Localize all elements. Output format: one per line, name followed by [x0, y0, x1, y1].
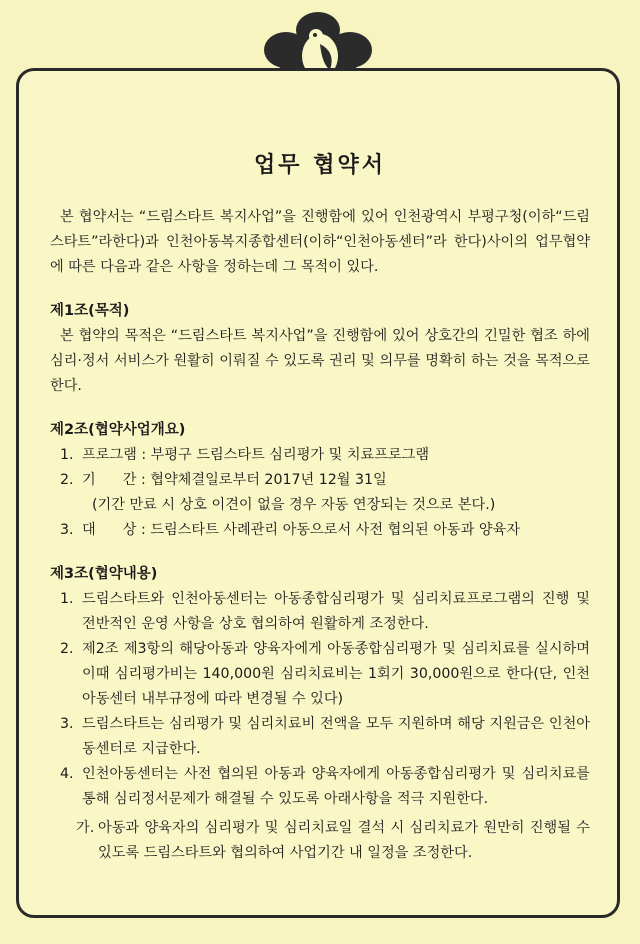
list-item: 3. 드림스타트는 심리평가 및 심리치료비 전액을 모두 지원하며 해당 지원금은 인천아동센터로 지급한다. — [60, 716, 590, 757]
list-item: 1. 프로그램 : 부평구 드림스타트 심리평가 및 치료프로그램 — [60, 447, 430, 463]
sub-list-item: 가. 아동과 양육자의 심리평가 및 심리치료일 결석 시 심리치료가 원만히 진행될 수 있도록 드림스타트와 협의하여 사업기간 내 일정을 조정한다. — [76, 820, 590, 861]
list-item: 1. 드림스타트와 인천아동센터는 아동종합심리평가 및 심리치료프로그램의 진행 및 전반적인 운영 사항을 상호 협의하여 원활하게 조정한다. — [60, 591, 590, 632]
article-1-body: 본 협약의 목적은 “드림스타트 복지사업”을 진행함에 있어 상호간의 긴밀한 협조 하에 심리·정서 서비스가 원활히 이뤄질 수 있도록 권리 및 의무를 명확히 하는 것을 목적으로 한다. — [50, 328, 590, 394]
list-item: 2. 기 간 : 협약체결일로부터 2017년 12월 31일 — [60, 472, 387, 488]
page-title: 업무 협약서 — [254, 153, 386, 178]
intro-paragraph: 본 협약서는 “드림스타트 복지사업”을 진행함에 있어 인천광역시 부평구청(이하“드림스타트”라한다)과 인천아동복지종합센터(이하“인천아동센터”라 한다)사이의 업무협약에 따른 다음과 같은 사항을 정하는데 그 목적이 있다. — [50, 209, 590, 275]
article-3-heading: 제3조(협약내용) — [50, 566, 158, 582]
article-1-heading: 제1조(목적) — [50, 303, 130, 319]
list-item: (기간 만료 시 상호 이견이 없을 경우 자동 연장되는 것으로 본다.) — [92, 497, 496, 513]
list-item: 2. 제2조 제3항의 해당아동과 양육자에게 아동종합심리평가 및 심리치료를 실시하며 이때 심리평가비는 140,000원 심리치료비는 1회기 30,000원으로 한다(단, 인천아동센터 내부규정에 따라 변경될 수 있다) — [60, 641, 590, 707]
list-item: 3. 대 상 : 드림스타트 사례관리 아동으로서 사전 협의된 아동과 양육자 — [60, 522, 520, 538]
list-item: 4. 인천아동센터는 사전 협의된 아동과 양육자에게 아동종합심리평가 및 심리치료를 통해 심리정서문제가 해결될 수 있도록 아래사항을 적극 지원한다. — [60, 766, 590, 807]
article-2-heading: 제2조(협약사업개요) — [50, 422, 186, 438]
article-2-list — [50, 443, 590, 543]
document-body — [50, 205, 590, 866]
article-3-list — [50, 587, 590, 812]
